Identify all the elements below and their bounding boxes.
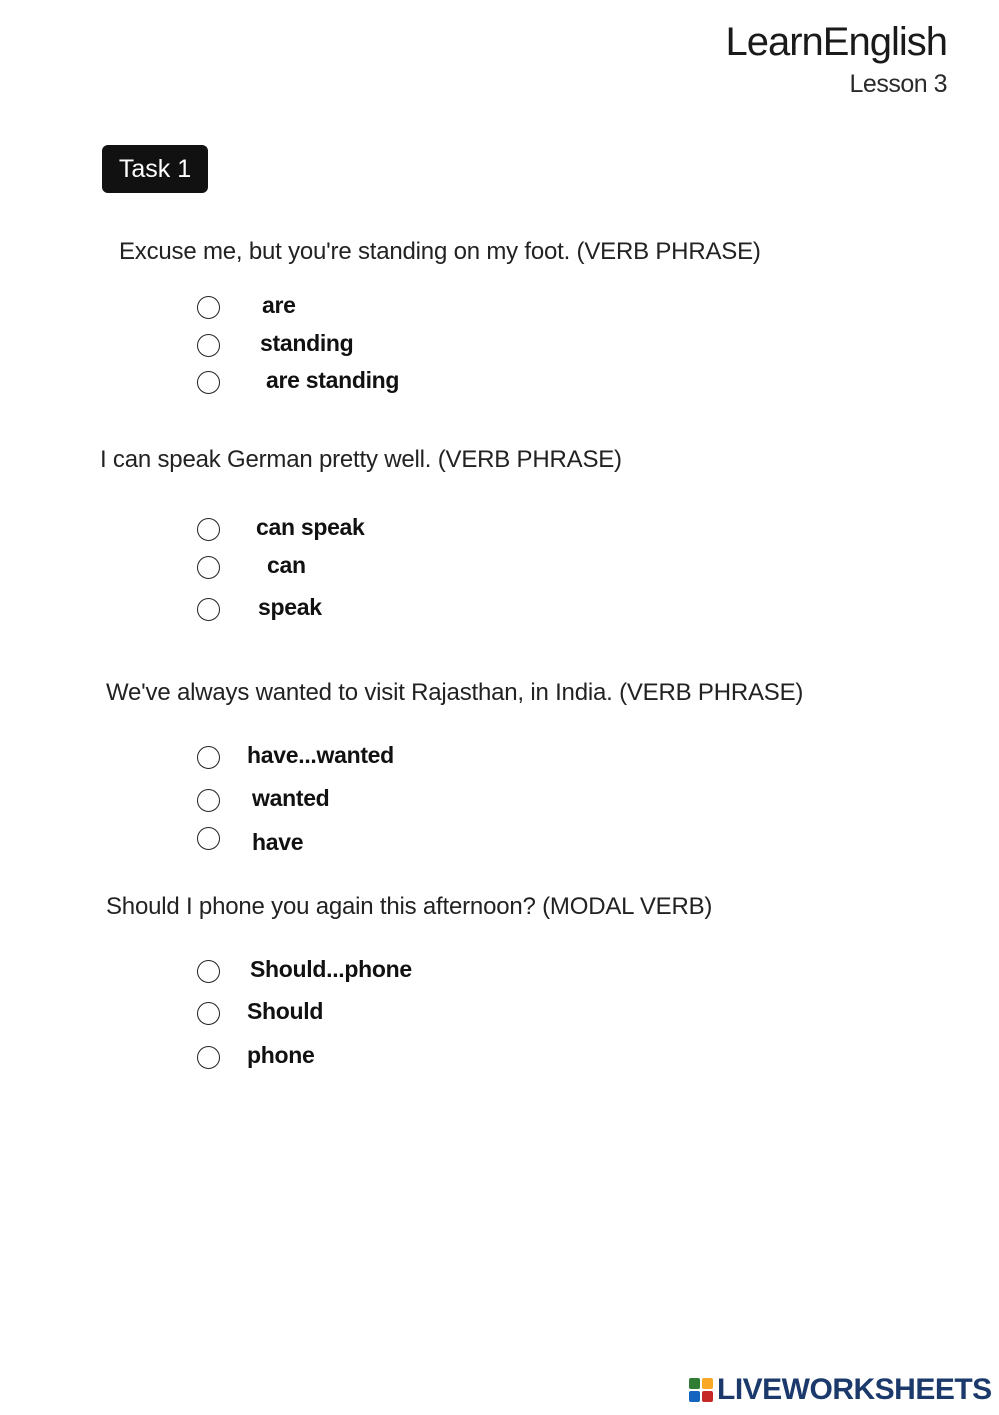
- option-label: standing: [260, 330, 354, 356]
- radio-button[interactable]: [197, 827, 220, 850]
- radio-button[interactable]: [197, 598, 220, 621]
- lesson-label: Lesson 3: [849, 70, 947, 98]
- question-3-option-2[interactable]: [197, 785, 330, 812]
- radio-button[interactable]: [197, 518, 220, 541]
- question-4-text: Should I phone you again this afternoon? (MODAL VERB): [106, 893, 713, 920]
- question-1-text: Excuse me, but you're standing on my foot. (VERB PHRASE): [119, 238, 761, 265]
- question-4-option-2[interactable]: [197, 998, 324, 1025]
- option-label: can: [267, 552, 306, 578]
- logo-square-4: [702, 1391, 713, 1402]
- radio-button[interactable]: [197, 296, 220, 319]
- question-2-option-3[interactable]: [197, 594, 322, 621]
- brand-title: LearnEnglish: [725, 20, 947, 64]
- logo-square-2: [702, 1378, 713, 1389]
- option-label: Should: [247, 998, 324, 1024]
- question-2-option-2[interactable]: [197, 552, 306, 579]
- option-label: can speak: [256, 514, 365, 540]
- option-label: Should...phone: [250, 956, 412, 982]
- radio-button[interactable]: [197, 1002, 220, 1025]
- question-1-option-1[interactable]: [197, 292, 296, 319]
- option-label: have: [252, 829, 304, 855]
- question-4-option-3[interactable]: [197, 1042, 315, 1069]
- question-1-option-2[interactable]: [197, 330, 354, 357]
- radio-button[interactable]: [197, 334, 220, 357]
- logo-text: LIVEWORKSHEETS: [717, 1373, 992, 1406]
- radio-button[interactable]: [197, 960, 220, 983]
- logo-square-3: [689, 1391, 700, 1402]
- question-2-option-1[interactable]: [197, 514, 365, 541]
- option-label: are standing: [266, 367, 400, 393]
- option-label: wanted: [252, 785, 330, 811]
- question-4-option-1[interactable]: [197, 956, 412, 983]
- task-badge: Task 1: [102, 145, 208, 193]
- radio-button[interactable]: [197, 746, 220, 769]
- radio-button[interactable]: [197, 789, 220, 812]
- worksheet-header: [726, 18, 948, 100]
- logo-square-1: [689, 1378, 700, 1389]
- question-3-option-3[interactable]: [197, 827, 304, 855]
- liveworksheets-logo-icon: [689, 1378, 713, 1402]
- question-2-text: I can speak German pretty well. (VERB PHRASE): [100, 446, 622, 473]
- option-label: speak: [258, 594, 322, 620]
- radio-button[interactable]: [197, 371, 220, 394]
- radio-button[interactable]: [197, 556, 220, 579]
- option-label: have...wanted: [247, 742, 394, 768]
- radio-button[interactable]: [197, 1046, 220, 1069]
- question-1-option-3[interactable]: [197, 367, 400, 394]
- question-3-option-1[interactable]: [197, 742, 394, 769]
- option-label: are: [262, 292, 296, 318]
- option-label: phone: [247, 1042, 315, 1068]
- liveworksheets-logo[interactable]: [689, 1373, 992, 1407]
- question-3-text: We've always wanted to visit Rajasthan, in India. (VERB PHRASE): [106, 679, 804, 706]
